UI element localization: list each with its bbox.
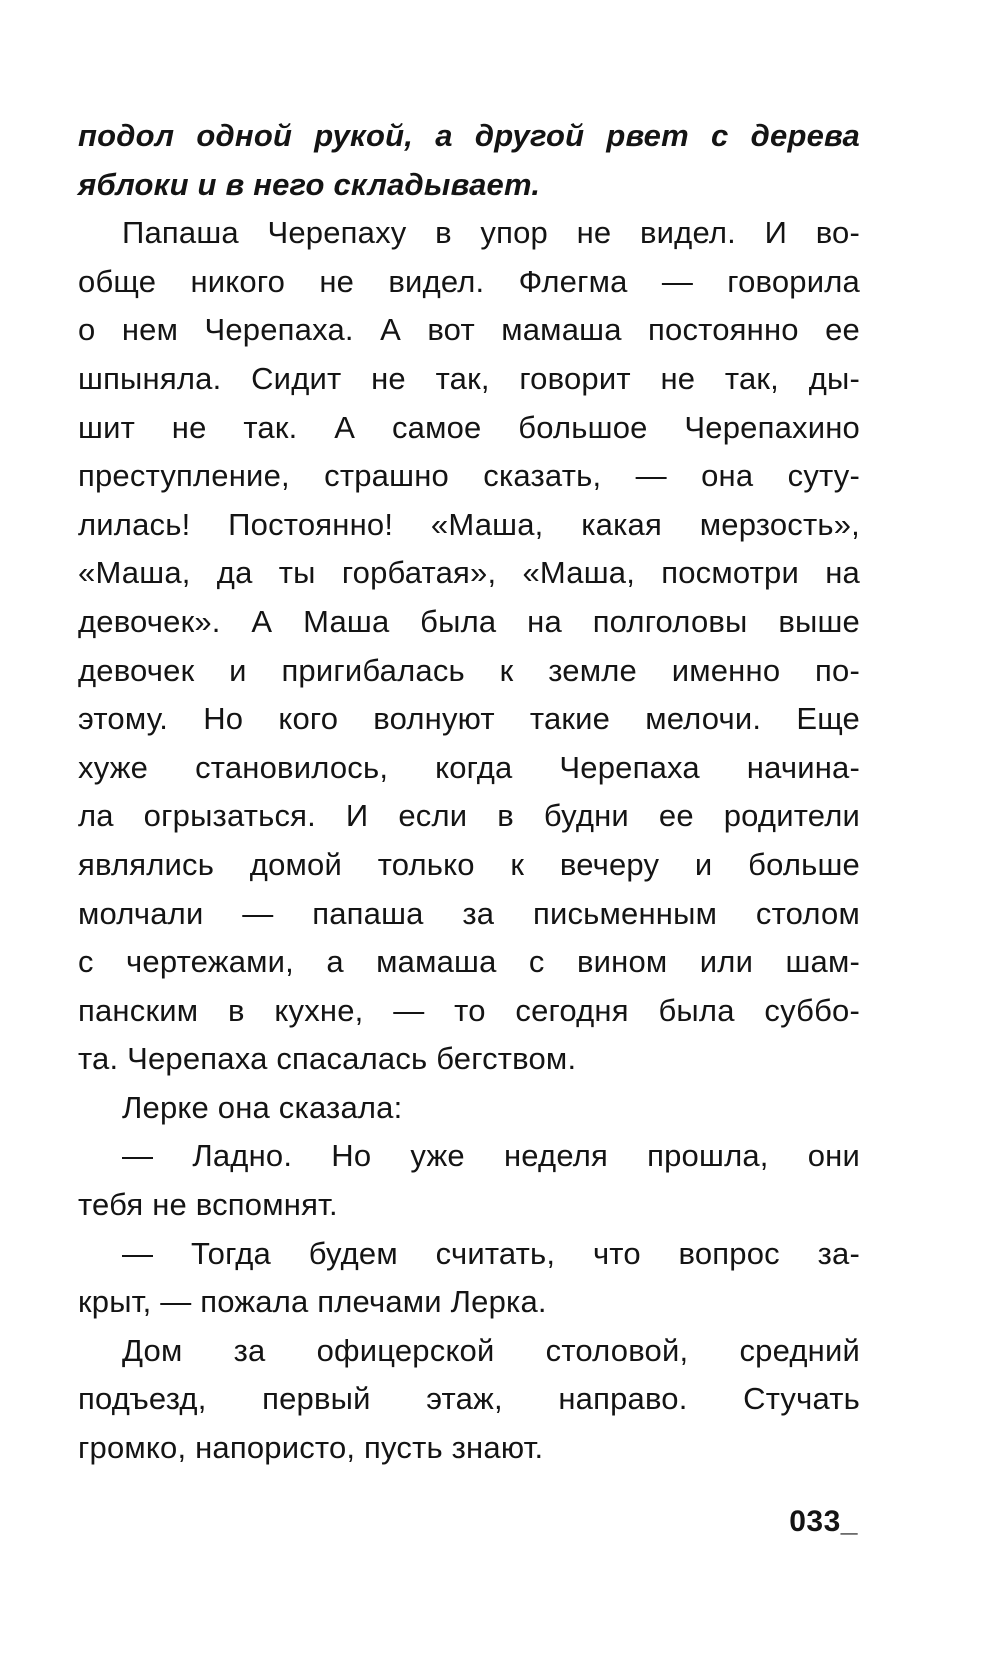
text-line: Папаша Черепаху в упор не видел. И во-	[122, 215, 860, 251]
text-line: та. Черепаха спасалась бегством.	[78, 1041, 577, 1077]
text-line: преступление, страшно сказать, — она суту-	[78, 458, 860, 494]
text-line: лилась! Постоянно! «Маша, какая мерзость»,	[78, 506, 860, 542]
text-line: яблоки и в него складывает.	[78, 166, 541, 202]
text-line: девочек и пригибалась к земле именно по-	[78, 652, 860, 688]
text-line: шит не так. А самое большое Черепахино	[78, 409, 860, 445]
text-line: хуже становилось, когда Черепаха начина-	[78, 749, 860, 785]
page-number: 033_	[789, 1505, 858, 1538]
text-line: шпыняла. Сидит не так, говорит не так, ды-	[78, 360, 860, 396]
text-line: Дом за офицерской столовой, средний	[122, 1332, 860, 1368]
text-line: Лерке она сказала:	[122, 1089, 403, 1125]
text-line: «Маша, да ты горбатая», «Маша, посмотри на	[78, 555, 860, 591]
text-line: этому. Но кого волнуют такие мелочи. Еще	[78, 701, 860, 737]
text-line: панским в кухне, — то сегодня была суббо-	[78, 992, 860, 1028]
text-line: тебя не вспомнят.	[78, 1187, 338, 1223]
text-line: громко, напористо, пусть знают.	[78, 1430, 544, 1466]
text-line: крыт, — пожала плечами Лерка.	[78, 1284, 547, 1320]
text-line: молчали — папаша за письменным столом	[78, 895, 860, 931]
text-line: девочек». А Маша была на полголовы выше	[78, 603, 860, 639]
text-line: — Тогда будем считать, что вопрос за-	[122, 1235, 860, 1271]
text-line: обще никого не видел. Флегма — говорила	[78, 263, 860, 299]
text-line: являлись домой только к вечеру и больше	[78, 846, 860, 882]
page-text	[78, 112, 860, 1473]
text-line: подъезд, первый этаж, направо. Стучать	[78, 1381, 860, 1417]
text-line: с чертежами, а мамаша с вином или шам-	[78, 944, 860, 980]
text-line: ла огрызаться. И если в будни ее родители	[78, 798, 860, 834]
text-line: подол одной рукой, а другой рвет с дерева	[78, 118, 860, 153]
text-line: о нем Черепаха. А вот мамаша постоянно ее	[78, 312, 860, 348]
text-line: — Ладно. Но уже неделя прошла, они	[122, 1138, 860, 1174]
